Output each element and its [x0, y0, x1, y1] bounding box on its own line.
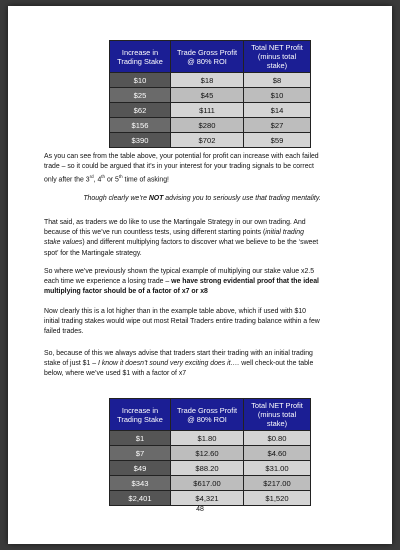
table-row [110, 73, 311, 88]
stake-cell: $1 [110, 431, 171, 446]
stake-cell: $343 [110, 476, 171, 491]
table-row [110, 103, 311, 118]
table-row [110, 446, 311, 461]
table-row [110, 88, 311, 103]
stake-cell: $49 [110, 461, 171, 476]
table-row [110, 476, 311, 491]
header-gross-profit: Trade Gross Profit @ 80% ROI [171, 399, 244, 431]
table-header-row [110, 399, 311, 431]
net-profit-cell: $27 [244, 118, 311, 133]
paragraph-martingale-tests: That said, as traders we do like to use the Martingale Strategy in our own trading. And because of this we’ve run countless tests, using different starting points (initial trading stake values) and different multiplying factors to discover what we believe to be the ‘sweet spot’ for the Martingale strategy. [44, 219, 319, 257]
net-profit-cell: $8 [244, 73, 311, 88]
table-row [110, 461, 311, 476]
paragraph-profit-increase: As you can see from the table above, your potential for profit can increase with each failed trade – so it could be argued that it’s in your interest for your trading signals to be correct only after the 3rd, 4th or 5th time of asking! [44, 153, 319, 184]
stake-cell: $10 [110, 73, 171, 88]
net-profit-cell: $4.60 [244, 446, 311, 461]
gross-profit-cell: $18 [171, 73, 244, 88]
net-profit-cell: $1,520 [244, 491, 311, 506]
table-row [110, 491, 311, 506]
stake-cell: $390 [110, 133, 171, 148]
paragraph-higher-factor: Now clearly this is a lot higher than in the example table above, which if used with $10 initial trading stakes would wipe out most Retail Traders entire trading balance within a few failed trades. [44, 308, 320, 336]
header-net-profit: Total NET Profit (minus total stake) [244, 399, 311, 431]
paragraph-multiplying-factor: So where we’ve previously shown the typical example of multiplying our stake value x2.5 each time we experience a losing trade – we have strong evidential proof that the ideal multiplying factor should be of a factor of x7 or x8 [44, 268, 319, 296]
net-profit-cell: $14 [244, 103, 311, 118]
net-profit-cell: $31.00 [244, 461, 311, 476]
net-profit-cell: $217.00 [244, 476, 311, 491]
header-increase-in-stake: Increase in Trading Stake [110, 399, 171, 431]
header-gross-profit: Trade Gross Profit @ 80% ROI [171, 41, 244, 73]
gross-profit-cell: $702 [171, 133, 244, 148]
gross-profit-cell: $12.60 [171, 446, 244, 461]
gross-profit-cell: $111 [171, 103, 244, 118]
table-row [110, 118, 311, 133]
net-profit-cell: $10 [244, 88, 311, 103]
net-profit-cell: $0.80 [244, 431, 311, 446]
stake-cell: $2,401 [110, 491, 171, 506]
martingale-table-x2-5 [109, 40, 311, 148]
table-row [110, 431, 311, 446]
paragraph-initial-stake-advice: So, because of this we always advise that traders start their trading with an initial trading stake of just $1 – I know it doesn’t sound very exciting does it…. well check-out the table below, where we’ve used $1 with a factor of x7 [44, 350, 314, 378]
header-increase-in-stake: Increase in Trading Stake [110, 41, 171, 73]
table-row [110, 133, 311, 148]
paragraph-disclaimer: Though clearly we’re NOT advising you to seriously use that trading mentality. [83, 195, 321, 202]
table-header-row [110, 41, 311, 73]
gross-profit-cell: $280 [171, 118, 244, 133]
gross-profit-cell: $45 [171, 88, 244, 103]
header-net-profit: Total NET Profit (minus total stake) [244, 41, 311, 73]
page-number: 48 [196, 506, 204, 513]
gross-profit-cell: $1.80 [171, 431, 244, 446]
stake-cell: $7 [110, 446, 171, 461]
martingale-table-x7 [109, 398, 311, 506]
stake-cell: $25 [110, 88, 171, 103]
gross-profit-cell: $88.20 [171, 461, 244, 476]
stake-cell: $156 [110, 118, 171, 133]
stake-cell: $62 [110, 103, 171, 118]
gross-profit-cell: $4,321 [171, 491, 244, 506]
gross-profit-cell: $617.00 [171, 476, 244, 491]
net-profit-cell: $59 [244, 133, 311, 148]
